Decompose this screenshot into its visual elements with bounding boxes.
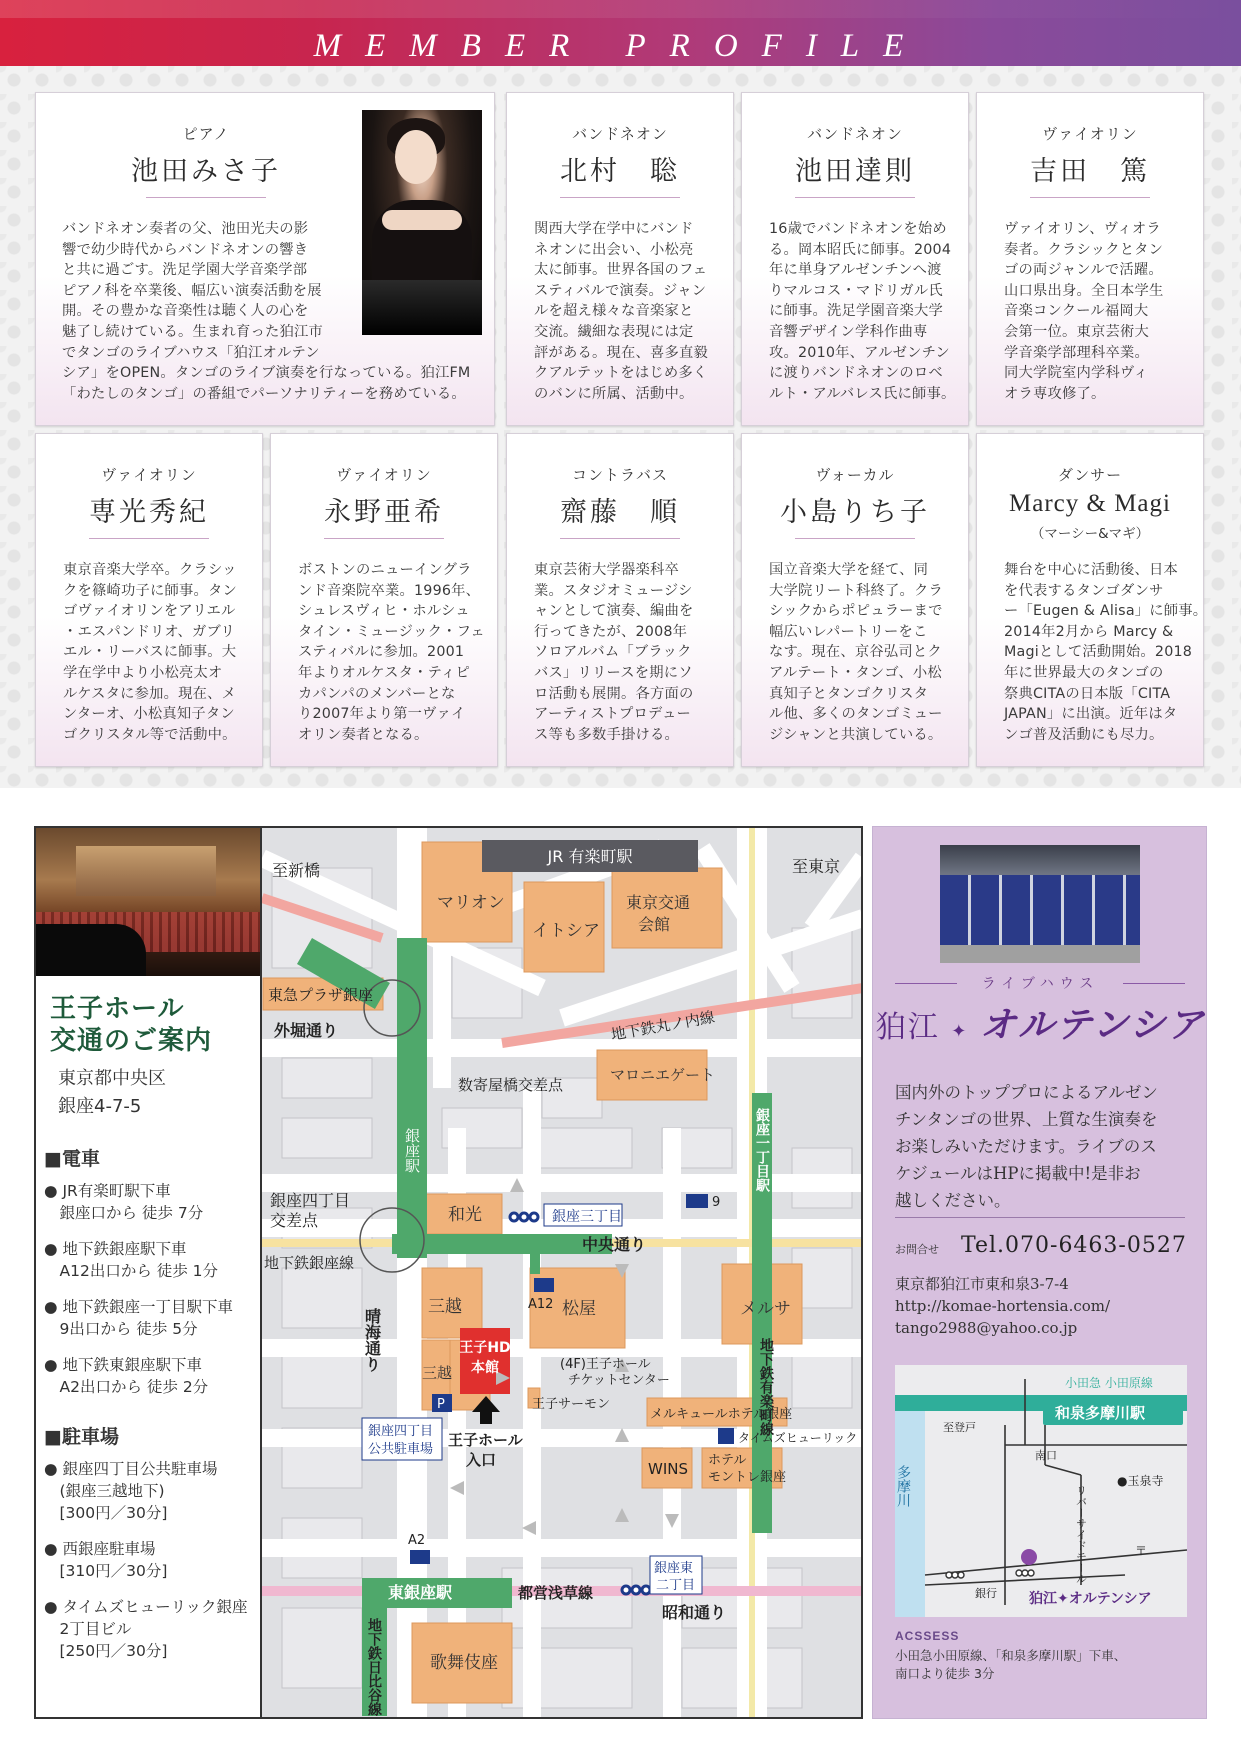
map-label-ginza-line: 地下鉄銀座線 — [264, 1254, 355, 1272]
mini-map-svg — [895, 1365, 1187, 1617]
minimap-to-noborito: 至登戸 — [943, 1421, 976, 1434]
divider — [560, 538, 680, 539]
divider — [560, 197, 680, 198]
parking-heading: ■駐車場 — [44, 1426, 119, 1448]
member-photo — [362, 110, 482, 335]
access-address: 東京都中央区 — [58, 1068, 166, 1089]
map-label-tokyu-plaza: 東急プラザ銀座 — [268, 986, 374, 1004]
photo-face — [395, 130, 437, 184]
divider — [1030, 197, 1150, 198]
tel-label: お問合せ — [895, 1243, 939, 1256]
map-label-to-shinbashi: 至新橋 — [272, 861, 321, 880]
member-role: ヴォーカル — [815, 466, 895, 484]
member-bio: 国立音楽大学を経て、同 大学院リート科終了。クラ シックからポピュラーまで 幅広いレパートリーをこ なす。現在、京谷弘司とク アルテート・タンゴ、小松 真知子とタンゴクリスタ ル他、多くのタンゴミュー ジシャンと共演している。 — [769, 562, 943, 743]
map-label-exit9: 9 — [712, 1195, 721, 1210]
member-card-yoshida — [976, 92, 1204, 426]
livehouse-ground — [940, 945, 1140, 963]
street-map — [260, 828, 861, 1717]
livehouse-building — [940, 875, 1140, 945]
member-card-senko — [35, 433, 263, 767]
member-role: ピアノ — [182, 125, 230, 143]
map-label-jr-station: JR 有楽町駅 — [547, 847, 633, 866]
map-label-asakusa: 都営浅草線 — [518, 1584, 594, 1602]
map-label-mitsukoshi2: 三越 — [422, 1364, 453, 1382]
map-label-yurakucho: 地下鉄有楽町線 — [758, 1338, 774, 1436]
map-label-mitsukoshi: 三越 — [428, 1297, 462, 1317]
member-bio: 16歳でバンドネオンを始め る。岡本昭氏に師事。2004 年に単身アルゼンチンへ渡 りマルコス・マドリガル氏 に師事。洗足学園音楽大学 音響デザイン学科作曲専 攻。2010年、アルゼンチン に渡りバンドネオンのロベ ルト・アルバレス氏に師事。 — [769, 221, 956, 402]
minimap-bank: 銀行 — [975, 1587, 997, 1600]
access-title: 王子ホール — [50, 994, 185, 1024]
member-role: バンドネオン — [807, 125, 903, 143]
map-label-a2: A2 — [408, 1533, 426, 1548]
map-label-showa: 昭和通り — [662, 1603, 727, 1622]
minimap-riverside: リバーサイドモール — [1074, 1485, 1088, 1584]
map-label-oji-entrance: 入口 — [466, 1451, 497, 1469]
member-bio: ヴァイオリン、ヴィオラ 奏者。クラシックとタン ゴの両ジャンルで活躍。 山口県出身。全日本学生 音楽コンクール福岡大 会第一位。東京芸術大 学音楽学部理科卒業。 同大学院室内学科ヴィ オラ専攻修了。 — [1004, 221, 1164, 402]
map-label-ticket: チケットセンター — [568, 1373, 670, 1388]
photo-arm — [382, 210, 462, 230]
divider — [895, 1217, 1185, 1218]
divider — [324, 538, 444, 539]
map-label-ginza-higashi: 二丁目 — [656, 1578, 696, 1593]
map-label-to-tokyo: 至東京 — [792, 857, 841, 876]
member-card-kitamura — [506, 92, 734, 426]
map-label-chuo-dori: 中央通り — [582, 1235, 647, 1254]
member-bio: 東京芸術大学器楽科卒 業。スタジオミュージシ ャンとして演奏、編曲を 行ってきたが、2008年 ソロアルバム「ブラック バス」リリースを期にソ ロ活動も展開。各方面の アーティストプロデュー ス等も多数手掛ける。 — [534, 562, 694, 743]
map-label-sotobori: 外堀通り — [274, 1021, 339, 1040]
map-label-a12: A12 — [528, 1297, 554, 1312]
map-label-ginza-higashi: 銀座東 — [654, 1561, 694, 1576]
map-label-kotsu: 会館 — [638, 915, 671, 934]
page-title: MEMBER PROFILE — [313, 28, 928, 64]
parking-item: ● 西銀座駐車場 [310円／30分] — [44, 1540, 168, 1580]
map-label-ticket: (4F)王子ホール — [560, 1357, 651, 1372]
map-label-marion: マリオン — [437, 893, 505, 913]
member-subname: （マーシー&マギ） — [1030, 526, 1150, 542]
map-label-ginza-itchome: 銀座一丁目駅 — [754, 1108, 770, 1192]
map-label-monterey: ホテル — [708, 1453, 747, 1468]
map-label-harumi: 晴海通り — [362, 1308, 382, 1372]
map-label-marunouchi: 地下鉄丸ノ内線 — [609, 1007, 717, 1044]
member-name: 齋藤 順 — [560, 497, 680, 528]
access-panel — [34, 826, 863, 1719]
member-name: 北村 聡 — [560, 156, 680, 187]
divider — [89, 538, 209, 539]
map-label-oji-salmon: 王子サーモン — [532, 1397, 611, 1412]
map-label-public-parking: 銀座四丁目 — [368, 1424, 434, 1439]
access-text: 小田急小田原線、「和泉多摩川駅」下車、 南口より徒歩 3分 — [895, 1648, 1127, 1681]
map-label-matsuya: 松屋 — [562, 1299, 596, 1319]
map-label-itocia: イトシア — [532, 921, 600, 941]
map-label-maronie: マロニエゲート — [610, 1066, 716, 1084]
map-label-kotsu: 東京交通 — [626, 893, 691, 912]
map-label-sukiyabashi: 数寄屋橋交差点 — [458, 1076, 564, 1094]
map-label-wako: 和光 — [448, 1205, 482, 1225]
member-role: ヴァイオリン — [101, 466, 197, 484]
access-info — [36, 976, 260, 1717]
divider — [1123, 983, 1185, 984]
map-label-ginza-station: 銀座駅 — [403, 1128, 421, 1173]
minimap-gyokusenji: ●玉泉寺 — [1117, 1474, 1164, 1488]
train-item: ● 地下鉄銀座駅下車 A12出口から 徒歩 1分 — [44, 1240, 219, 1280]
minimap-logo: 狛江✦オルテンシア — [1029, 1591, 1152, 1607]
member-role: ダンサー — [1057, 466, 1123, 484]
parking-item: ● タイムズヒューリック銀座 2丁目ビル [250円／30分] — [44, 1598, 248, 1660]
minimap-south-exit: 南口 — [1035, 1449, 1057, 1462]
access-title: 交通のご案内 — [50, 1026, 213, 1056]
oji-hall-photo — [36, 828, 260, 976]
livehouse-map — [895, 1365, 1187, 1617]
header-banner — [0, 0, 1241, 66]
member-card-ikeda-tatsunori — [741, 92, 969, 426]
train-item: ● JR有楽町駅下車 銀座口から 徒歩 7分 — [44, 1182, 204, 1222]
photo-piano — [362, 280, 482, 335]
member-role: ヴァイオリン — [336, 466, 432, 484]
member-card-saito — [506, 433, 734, 767]
flower-icon: ✦ — [951, 1021, 969, 1042]
hall-piano — [36, 924, 146, 976]
divider — [795, 538, 915, 539]
member-card-nagano — [270, 433, 498, 767]
livehouse-logo — [873, 997, 1208, 1048]
livehouse-panel — [872, 826, 1207, 1719]
hall-stage — [76, 846, 216, 896]
minimap-odakyu: 小田急 小田原線 — [1065, 1376, 1153, 1390]
map-label-higashi-ginza: 東銀座駅 — [388, 1583, 453, 1602]
map-label-parking: P — [437, 1397, 445, 1412]
access-address: 銀座4-7-5 — [58, 1096, 142, 1117]
map-label-times: タイムズヒューリック — [738, 1431, 858, 1445]
divider — [795, 197, 915, 198]
map-label-public-parking: 公共駐車場 — [368, 1442, 434, 1457]
train-item: ● 地下鉄東銀座駅下車 A2出口から 徒歩 2分 — [44, 1356, 209, 1396]
livehouse-address[interactable]: 東京都狛江市東和泉3-7-4 http://komae-hortensia.com/ tango2988@yahoo.co.jp — [895, 1275, 1111, 1337]
map-label-mercure: メルキュールホテル銀座 — [650, 1407, 793, 1422]
minimap-tama-river: 多摩川 — [895, 1465, 911, 1507]
banner-ribbon — [0, 0, 1241, 18]
member-bio: バンドネオン奏者の父、池田光夫の影 響で幼少時代からバンドネオンの響き と共に過ごす。洗足学園大学音楽学部 ピアノ科を卒業後、幅広い演奏活動を展 開。その豊かな音楽性は聴く人の心を 魅了し続けている。生まれ育った狛江市 でタンゴのライブハウス「狛江オルテン シア」をOPEN。タンゴのライブ演奏を行なっている。狛江FM 「わたしのタンゴ」の番組でパーソナリティーを務めている。 — [62, 221, 471, 402]
member-bio: 東京音楽大学卒。クラシッ クを篠崎功子に師事。タン ゴヴァイオリンをアリエル ・エスパンドリオ、ガブリ エル・リーバスに師事。大 学在学中より小松亮太オ ルケスタに参加。現在、メ ンターオ、小松真知子タン ゴクリスタル等で活動中。 — [63, 562, 237, 743]
map-label-oji-hd: 本館 — [471, 1360, 499, 1376]
livehouse-subtitle: ライブハウス — [981, 976, 1100, 992]
map-label-kabukiza: 歌舞伎座 — [430, 1653, 498, 1673]
member-name: 専光秀紀 — [89, 497, 209, 528]
map-label-wins: WINS — [648, 1460, 688, 1478]
member-name: 永野亜希 — [324, 497, 444, 528]
map-label-melsa: メルサ — [740, 1299, 791, 1319]
member-name: 池田みさ子 — [131, 156, 281, 187]
divider — [146, 197, 266, 198]
member-name: 小島りち子 — [780, 497, 930, 528]
map-label-ginza-4: 交差点 — [270, 1211, 319, 1230]
livehouse-logo-left: 狛江 — [875, 1010, 940, 1045]
member-bio: 関西大学在学中にバンド ネオンに出会い、小松亮 太に師事。世界各国のフェ スティバルで演奏。ジャン ルを超え様々な音楽家と 交流。繊細な表現には定 評がある。現在、喜多直毅 クアルテットをはじめ多く のバンに所属、活動中。 — [534, 221, 708, 402]
member-card-marcy-magi — [976, 433, 1208, 767]
map-label-ginza-4: 銀座四丁目 — [270, 1191, 351, 1210]
map-svg — [262, 828, 861, 1717]
map-label-ginza-3: 銀座三丁目 — [552, 1209, 622, 1225]
member-role: ヴァイオリン — [1042, 125, 1138, 143]
map-label-hibiya: 地下鉄日比谷線 — [366, 1618, 382, 1716]
member-role: コントラバス — [571, 466, 668, 484]
map-label-oji-entrance: 王子ホール — [448, 1431, 523, 1449]
livehouse-photo — [940, 845, 1140, 963]
tel-number[interactable]: Tel.070-6463-0527 — [961, 1233, 1187, 1258]
map-label-oji-hd: 王子HD — [459, 1340, 511, 1356]
member-bio: 舞台を中心に活動後、日本 を代表するタンゴダンサ ー「Eugen & Alisa」に師事。 2014年2月から Marcy & Magiとして活動開始。2018 年に世界最大のタンゴの 祭典CITAの日本版「CITA JAPAN」に出演。近年はタ ンゴ普及活動にも尽力。 — [1004, 562, 1208, 743]
map-label-monterey: モントレ銀座 — [708, 1470, 787, 1485]
member-role: バンドネオン — [572, 125, 668, 143]
livehouse-logo-script: オルテンシア — [979, 1004, 1206, 1046]
minimap-station: 和泉多摩川駅 — [1055, 1404, 1146, 1422]
parking-item: ● 銀座四丁目公共駐車場 (銀座三越地下) [300円／30分] — [44, 1460, 218, 1522]
member-name: 池田達則 — [795, 156, 915, 187]
livehouse-description: 国内外のトッププロによるアルゼン チンタンゴの世界、上質な生演奏を お楽しみいただけます。ライブのス ケジュールはHPに掲載中!是非お 越しください。 — [895, 1083, 1158, 1210]
member-name: 吉田 篤 — [1030, 156, 1150, 187]
member-card-kojima — [741, 433, 969, 767]
member-name: Marcy & Magi — [1009, 490, 1171, 517]
minimap-post: 〒 — [1135, 1544, 1148, 1558]
train-item: ● 地下鉄銀座一丁目駅下車 9出口から 徒歩 5分 — [44, 1298, 233, 1338]
access-heading: ACSSESS — [895, 1629, 960, 1643]
train-heading: ■電車 — [44, 1148, 100, 1170]
member-bio: ボストンのニューイングラ ンド音楽院卒業。1996年、 シュレスヴィヒ・ホルシュ タイン・ミュージック・フェ スティバルに参加。2001 年よりオルケスタ・ティピ カパンパのメンバーとな り2007年より第一ヴァイ オリン奏者となる。 — [298, 562, 485, 743]
